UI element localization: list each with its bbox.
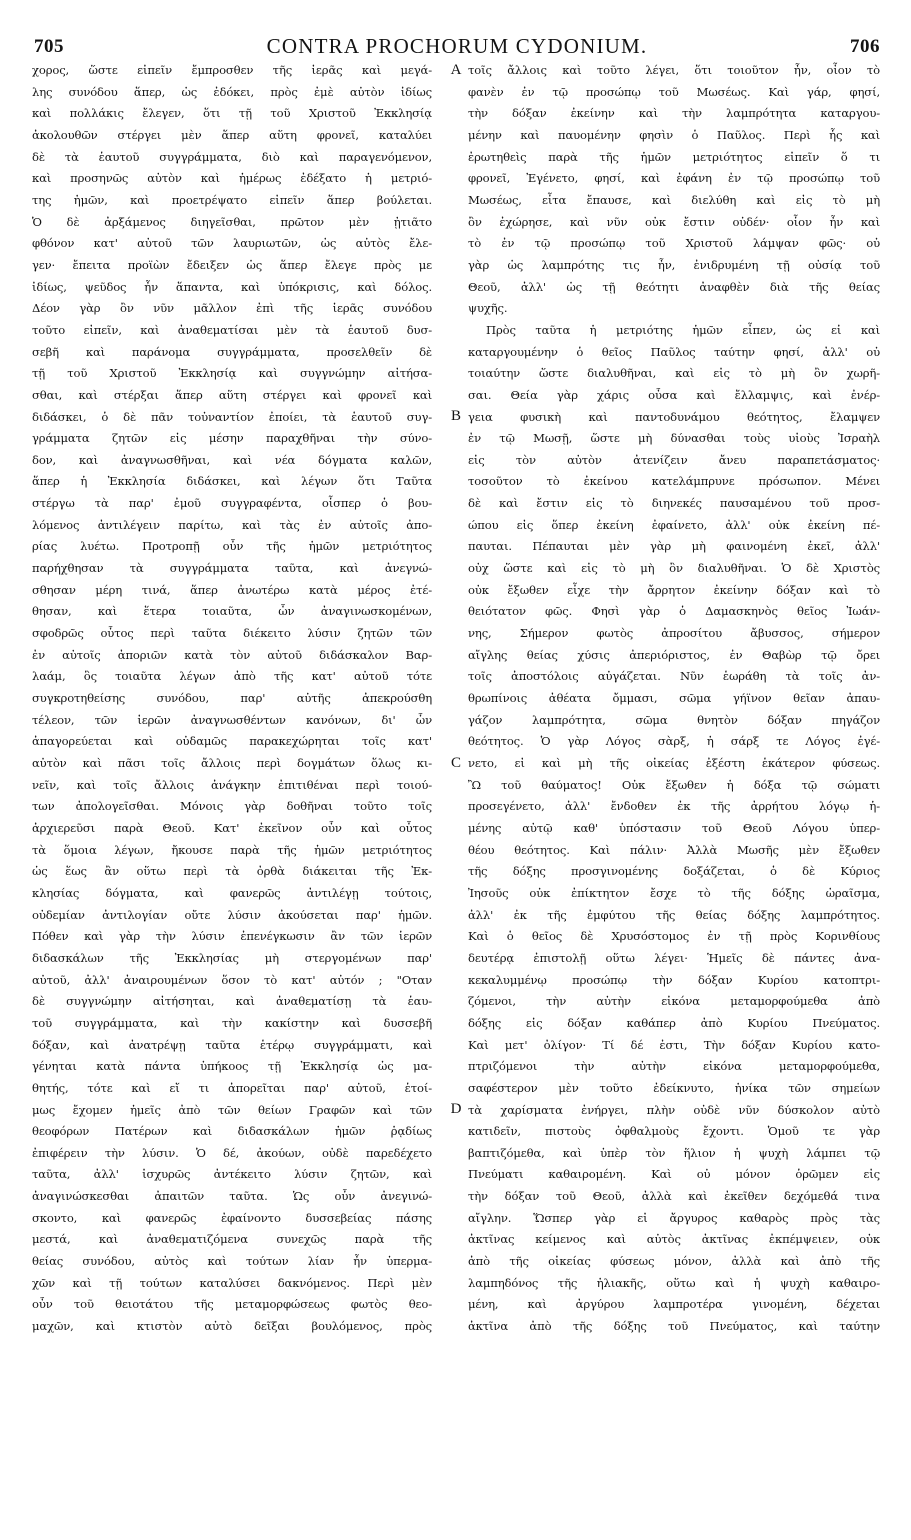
text-line: διδασκάλων τῆς Ἐκκλησίας μὴ στεργομένων παρ'	[32, 950, 432, 965]
text-line: τὴν δόξαν ἐκείνην καὶ τὴν λαμπρότητα καταργου-	[468, 106, 880, 121]
text-line: μεστά, καὶ ἀναθεματιζόμενα συνεχῶς παρὰ τῆς	[32, 1232, 432, 1247]
text-line: τοῖς ἀποστόλοις αὐγάζεται. Νῦν ἑωράθη τὰ τοῖς ἀν-	[468, 669, 880, 684]
running-header	[34, 34, 880, 58]
page-number-right: 706	[850, 36, 880, 57]
text-line: μένην καὶ παυομένην φησὶν ὁ Παῦλος. Περὶ ἧς καὶ	[468, 127, 880, 142]
text-line: ἀπὸ τῆς οἰκείας φύσεως μόνον, ἀλλὰ καὶ ἀπὸ τῆς	[468, 1254, 880, 1269]
text-line: σθησαν μέρη τινά, ἅπερ ἀνωτέρω κατὰ μέρος ἐτέ-	[32, 582, 432, 597]
text-line: καὶ προσηνῶς αὐτὸν καὶ ἡμέρως ἐδέξατο ἡ μετριό-	[32, 171, 432, 186]
page-number-left: 705	[34, 36, 64, 57]
text-line: κλησίας δόγματα, καὶ φανερῶς ἀντιλέγῃ τούτοις,	[32, 885, 432, 900]
text-line: τοῖς ἄλλοις καὶ τοῦτο λέγει, ὅτι τοιοῦτον ἦν, οἷον τὸ	[468, 63, 880, 77]
text-line: αὐτοῦ, ἀλλ' ἀναιρουμένων ὅσον τὸ κατ' αὐτόν ; "Οταν	[32, 972, 432, 987]
text-line: ζόμενοι, τὴν αὐτὴν εἰκόνα μεταμορφούμεθα ἀπὸ	[468, 994, 880, 1009]
text-line: χορος, ὥστε εἰπεῖν ἔμπροσθεν τῆς ἱερᾶς καὶ μεγά-	[32, 63, 432, 77]
text-line: ὡς ἕως ἂν οὕτω περὶ τὰ ὀρθὰ διάκειται τῆς Ἐκ-	[32, 864, 432, 879]
text-line: τὸ ἐν τῷ προσώπῳ τοῦ Χριστοῦ λάμψαν φῶς· οὐ	[468, 236, 880, 251]
text-line: γάζον λαμπρότητα, σῶμα θνητὸν δόξαν πηγάζον	[468, 712, 880, 727]
text-line: της ἡμῶν, καὶ προετρέψατο εἰπεῖν ἅπερ βούλεται.	[32, 192, 432, 207]
right-column	[468, 60, 880, 1520]
text-line: ἰδίως, ψεῦδος ἦν ἅπαντα, καὶ ὑπόκρισις, καὶ δόλος.	[32, 279, 432, 294]
text-line: ώπου εἰς ὅπερ ἐκείνη ἐφαίνετο, ἀλλ' οὐκ ἐκείνη πέ-	[468, 517, 880, 532]
text-line: τῇ τοῦ Χριστοῦ Ἐκκλησίᾳ καὶ συγγνώμην αἰτήσα-	[32, 366, 432, 381]
text-line: δόξης εἰς δόξαν καθάπερ ἀπὸ Κυρίου Πνεύματος.	[468, 1015, 880, 1030]
text-line: οὐκ ἔξωθεν εἶχε τὴν ἄρρητον ἐκείνην δόξαν καὶ τὸ	[468, 582, 880, 597]
text-line: Ἰησοῦς οὐκ ἐπίκτητον ἔσχε τὸ τῆς δόξης ὡραῖσμα,	[468, 885, 880, 900]
text-line: οὖν τοῦ θειοτάτου τῆς μεταμορφώσεως φωτὸς θεο-	[32, 1297, 432, 1312]
text-line: γένηται κατὰ πάντα ὑπήκοος τῇ Ἐκκλησίᾳ ὡς μα-	[32, 1059, 432, 1074]
text-line: ἀπαγορεύεται καὶ οὐδαμῶς παρακεχώρηται τοῖς κατ'	[32, 734, 432, 749]
text-line: βαπτιζόμεθα, καὶ ὑπὲρ τὸν ἥλιον ἡ ψυχὴ λάμπει τῷ	[468, 1145, 880, 1160]
text-line: Καὶ μετ' ὀλίγον· Τί δέ ἐστι, Τὴν δόξαν Κυρίου κατο-	[468, 1037, 880, 1052]
text-line: παυται. Πέπαυται μὲν γὰρ μὴ φαινομένη ἐκεῖ, ἀλλ'	[468, 539, 880, 554]
text-line: αὐτὸν καὶ πᾶσι τοῖς ἄλλοις περὶ δογμάτων ὅλως κι-	[32, 756, 432, 770]
running-title: CONTRA PROCHORUM CYDONIUM.	[266, 34, 648, 58]
text-line: τὴν δόξαν τοῦ Θεοῦ, ἀλλὰ καὶ ἐκεῖθεν δεχόμεθά τινα	[468, 1189, 880, 1204]
text-line: ἐρωτηθεὶς παρὰ τῆς ἡμῶν μετριότητος εἰπεῖν ὅ τι	[468, 149, 880, 164]
text-line: θείας συνόδου, αὐτὸς καὶ τούτων λίαν ἦν ὑπερμα-	[32, 1254, 432, 1269]
text-line: ἀρχιερεῦσι παρὰ Θεοῦ. Κατ' ἐκεῖνον οὖν καὶ οὗτος	[32, 820, 432, 835]
text-line: φθόνον κατ' αὐτοῦ τῶν λαυριωτῶν, ὡς αὐτὸς ἔλε-	[32, 236, 432, 251]
text-line: οὐχ ὥστε καὶ εἰς τὸ μὴ ὂν διαλυθῆναι. Ὁ δὲ Χριστὸς	[468, 561, 880, 576]
text-line: εἰς τὸν αὐτὸν ἀτενίζειν ἄνευ παραπετάσματος·	[468, 452, 880, 467]
text-line: νεῖν, καὶ τοῖς ἄλλοις ἀνάγκην ἐπιτιθέναι περὶ τοιού-	[32, 777, 432, 792]
text-line: λαμπηδόνος τῆς ἡλιακῆς, οὕτω καὶ ἡ ψυχὴ καθαιρο-	[468, 1275, 880, 1290]
text-line: γὰρ ὡς λαμπρότης τις ἦν, ἐνιδρυμένη τῇ οὐσίᾳ τοῦ	[468, 257, 880, 272]
text-line: σκοντο, καὶ φανερῶς ἐφαίνοντο δυσσεβείας πάσης	[32, 1210, 432, 1225]
text-line: θέου θεότητος. Καὶ πάλιν· Ἀλλὰ Μωσῆς μὲν ἔξωθεν	[468, 842, 880, 857]
text-line: δευτέρᾳ ἐπιστολῇ οὕτω λέγει· Ἡμεῖς δὲ πάντες ἀνα-	[468, 950, 880, 965]
text-line: καὶ πολλάκις ἔλεγεν, ὅτι τῇ τοῦ Χριστοῦ Ἐκκλησίᾳ	[32, 106, 432, 121]
text-line: αἴγλης θείας χύσις ἀπεριόριστος, ἐν Θαβὼρ τῷ ὄρει	[468, 647, 880, 662]
text-line: Καὶ ὁ θεῖος δὲ Χρυσόστομος ἐν τῇ πρὸς Κορινθίους	[468, 929, 880, 944]
text-line: ταῦτα, ἀλλ' ἰσχυρῶς ἀντέκειτο λύσιν ζητῶν, καὶ	[32, 1167, 432, 1182]
text-line: ἀκτῖνας κείμενος καὶ αὐτὸς ἀκτῖνας ἐκπέμψειεν, οὐκ	[468, 1232, 880, 1247]
text-line: τοῦ συγγράμματα, καὶ τὴν κακίστην καὶ δυσσεβῆ	[32, 1015, 432, 1030]
text-line: ρίας λυέτω. Προτροπῇ οὖν τῆς ἡμῶν μετριότητος	[32, 539, 432, 554]
text-line: τῆς δόξης προσγινομένης δοξάζεται, ὁ δὲ Κύριος	[468, 864, 880, 879]
text-line: τοῦτο εἰπεῖν, καὶ ἀναθεματίσαι μὲν τὰ ἑαυτοῦ δυσ-	[32, 322, 432, 337]
margin-marker-a: A	[450, 62, 462, 78]
text-line: φανὲν ἐν τῷ προσώπῳ τοῦ Μωσέως. Καὶ γάρ, φησί,	[468, 84, 880, 99]
text-line: καταργουμένην ὁ θεῖος Παῦλος ταύτην φησί, ἀλλ' οὐ	[468, 344, 880, 359]
text-line: Ὁ δὲ ἀρξάμενος διηγεῖσθαι, πρῶτον μὲν ᾐτιᾶτο	[32, 214, 432, 229]
text-line: στέργω τὰ παρ' ἐμοῦ συγγραφέντα, οἷσπερ ὁ βου-	[32, 496, 432, 511]
text-line: θεότητος. Ὁ γὰρ Λόγος σὰρξ, ἡ σάρξ τε Λόγος ἐγέ-	[468, 734, 880, 749]
text-line: κεκαλυμμένῳ προσώπῳ τὴν δόξαν Κυρίου κατοπτρι-	[468, 972, 880, 987]
text-line: μως ἔχομεν ἡμεῖς ἀπὸ τῶν θείων Γραφῶν καὶ τῶν	[32, 1102, 432, 1117]
text-line: δὲ καὶ ἔστιν εἰς τὸ διηνεκές παυσαμένου τοῦ προσ-	[468, 496, 880, 511]
text-line: συγκροτηθείσης συνόδου, παρ' αὐτῆς ἀπεκρούσθη	[32, 691, 432, 706]
text-line: Πρὸς ταῦτα ἡ μετριότης ἡμῶν εἶπεν, ὡς εἰ καὶ	[486, 322, 880, 337]
text-line: δὲ συγγνώμην αἰτήσηται, καὶ ἀναθεματίσῃ τὰ ἑαυ-	[32, 994, 432, 1009]
text-line: οὐδεμίαν ἀντιλογίαν οὔτε λύσιν ἀκούσεται παρ' ἡμῶν.	[32, 907, 432, 922]
text-line: λαάμ, ὃς τοιαῦτα λέγων ἀπὸ τῆς κατ' αὐτοῦ τότε	[32, 669, 432, 684]
text-line: θρωπίνοις ἀθέατα ὄμμασι, σῶμα γήϊνον θεῖαν ἀπαυ-	[468, 691, 880, 706]
text-line: Θεοῦ, ἀλλ' ὡς τῇ θεότητι ἀναφθὲν διὰ τῆς θείας	[468, 279, 880, 294]
text-line: Ὢ τοῦ θαύματος! Οὐκ ἔξωθεν ἡ δόξα τῷ σώματι	[468, 777, 880, 792]
text-line: ἀλλ' ἐκ τῆς ἐμφύτου τῆς θείας δόξης λαμπρότητος.	[468, 907, 880, 922]
text-line: θητής, τότε καὶ εἴ τι ἀπορεῖται παρ' αὐτοῦ, ἑτοί-	[32, 1080, 432, 1095]
text-line: λης συνόδου ἅπερ, ὡς ἐδόκει, πρὸς ἐμὲ αὐτὸν ἰδίως	[32, 84, 432, 99]
text-line: γεν· ἔπειτα προϊὼν ἔδειξεν ὡς ἅπερ ἔλεγε πρὸς με	[32, 257, 432, 272]
text-line: μένη, καὶ ἀργύρου λαμπροτέρα γινομένη, δέχεται	[468, 1297, 880, 1312]
text-line: Πνεύματι καθαιρομένη. Καὶ οὐ μόνον ὁρῶμεν εἰς	[468, 1167, 880, 1182]
text-line: πτριζόμενοι τὴν αὐτὴν εἰκόνα μεταμορφούμεθα,	[468, 1059, 880, 1074]
margin-marker-d: D	[450, 1101, 462, 1117]
text-line: σφοδρῶς οὗτος περὶ ταῦτα διέκειτο λύσιν ζητῶν τῶν	[32, 626, 432, 641]
text-line: θησαν, καὶ ἕτερα τοιαῦτα, ὧν ἀναγινωσκομένων,	[32, 604, 432, 619]
text-line: ἐπιφέρειν τὴν λύσιν. Ὁ δέ, ἀκούων, οὐδὲ παρεδέχετο	[32, 1145, 432, 1160]
text-line: Πόθεν καὶ γὰρ τὴν λύσιν ἐπενέγκωσιν ἂν τῶν ἱερῶν	[32, 929, 432, 944]
text-line: ἐν τῷ Μωσῇ, ὥστε μὴ δύνασθαι τοὺς υἱοὺς Ἰσραὴλ	[468, 431, 880, 446]
text-line: Δέον γὰρ ὂν νῦν μᾶλλον ἐπὶ τῆς ἱερᾶς συνόδου	[32, 301, 432, 316]
text-line: τέλεον, τῶν ἱερῶν ἀναγνωσθέντων κανόνων, δι' ὧν	[32, 712, 432, 727]
text-line: δόξαν, καὶ ἀνατρέψῃ ταῦτα ἑτέρῳ συγγράμματι, καὶ	[32, 1037, 432, 1052]
text-line: μένης αὐτῷ καθ' ὑπόστασιν τοῦ Θεοῦ Λόγου ὑπερ-	[468, 820, 880, 835]
text-line: τοσοῦτον τὸ ἐκείνου κατελάμπρυνε πρόσωπον. Μένει	[468, 474, 880, 489]
margin-marker-c: C	[450, 755, 461, 771]
text-line: μαχῶν, καὶ κτιστὸν αὐτὸ δεῖξαι βουλόμενος, πρὸς	[32, 1319, 432, 1334]
text-line: αἴγλην. Ὥσπερ γὰρ εἰ ἄργυρος καθαρὸς πρὸς τὰς	[468, 1210, 880, 1225]
text-line: νης, Σήμερον φωτὸς ἀπροσίτου ἄβυσσος, σήμερον	[468, 626, 880, 641]
text-line: των ἀπολογεῖσθαι. Μόνοις γὰρ δοθῆναι τοῦτο τοῖς	[32, 799, 432, 814]
text-line: γεια φυσικὴ καὶ παντοδυνάμου θεότητος, ἔλαμψεν	[468, 409, 880, 424]
text-line: κατιδεῖν, πιστοὺς ὀφθαλμοὺς ἔχοντι. Ὁμοῦ τε γὰρ	[468, 1124, 880, 1139]
text-line: φρονεῖ, Ἐγένετο, φησί, καὶ ἐφάνη ἐν τῷ προσώπῳ τοῦ	[468, 171, 880, 186]
text-line: δὲ τὰ ἑαυτοῦ συγγράμματα, διὸ καὶ παραγενόμενον,	[32, 149, 432, 164]
text-line: ἀναγινώσκεσθαι ἀπαιτῶν ταῦτα. Ὡς οὖν ἀνεγινώ-	[32, 1189, 432, 1204]
text-line: σθαι, καὶ στέρξαι ἅπερ αὕτη στέργει καὶ φρονεῖ καὶ	[32, 387, 432, 402]
text-line: ἐν αὐτοῖς ἀποριῶν κατὰ τὸν αὐτοῦ διδάσκαλον Βαρ-	[32, 647, 432, 662]
text-line: προσεγένετο, ἀλλ' ἔνδοθεν ἐκ τῆς ἀρρήτου λόγῳ ἡ-	[468, 799, 880, 814]
text-line: γράμματα ζητῶν εἰς μέσην παραχθῆναι τὴν σύνο-	[32, 431, 432, 446]
text-line: λόμενος ἀντιλέγειν παρίτω, καὶ τὰς ἐν αὐτοῖς ἀπο-	[32, 517, 432, 532]
text-line: τὰ ὅμοια λέγων, ἤκουσε παρὰ τῆς ἡμῶν μετριότητος	[32, 842, 432, 857]
text-line: δον, καὶ ἀναγνωσθῆναι, καὶ νέα δόγματα καλῶν,	[32, 452, 432, 467]
text-line: ἀκτῖνα ἀπὸ τῆς δόξης τοῦ Πνεύματος, καὶ ταύτην	[468, 1319, 880, 1334]
text-line: σεβῆ καὶ παράνομα συγγράμματα, προσελθεῖν δὲ	[32, 344, 432, 359]
text-line: χῶν καὶ τῇ τούτων καταλύσει δακνόμενος. Περὶ μὲν	[32, 1275, 432, 1290]
text-line: ἅπερ ἡ Ἐκκλησία διδάσκει, καὶ λέγων ὅτι Ταῦτα	[32, 474, 432, 489]
text-line: νετο, εἰ καὶ μὴ τῆς οἰκείας ἐξέστη ἑκάτερον φύσεως.	[468, 756, 880, 770]
left-column	[32, 60, 432, 1520]
text-line: τοιαύτην ὥστε διαλυθῆναι, καὶ εἰς τὸ μὴ ὂν χωρῆ-	[468, 366, 880, 381]
text-line: παρήχθησαν τὰ συγγράμματα ταῦτα, καὶ ἀνεγνώ-	[32, 561, 432, 576]
text-line: τὰ χαρίσματα ἐνήργει, πλὴν οὐδὲ νῦν δύσκολον αὐτὸ	[468, 1102, 880, 1117]
text-line: θειότατον φῶς. Φησὶ γὰρ ὁ Δαμασκηνὸς θεῖος Ἰωάν-	[468, 604, 880, 619]
text-line: ψυχῆς.	[468, 301, 508, 316]
text-line: σαι. Θεία γὰρ χάρις οὖσα καὶ ἔλλαμψις, καὶ ἐνέρ-	[468, 387, 880, 402]
text-line: διδάσκει, ὁ δὲ πᾶν τοὐναντίον ἐποίει, τὰ ἑαυτοῦ συγ-	[32, 409, 432, 424]
text-line: ὂν ἐχώρησε, καὶ νῦν οὐκ ἔστιν οὐδέν· οἷον ἦν καὶ	[468, 214, 880, 229]
text-line: ἀκολουθῶν στέργει μὲν ἅπερ αὕτη φρονεῖ, καταλύει	[32, 127, 432, 142]
text-line: σαφέστερον μὲν τοῦτο ἐδείκνυτο, ἡνίκα τῶν σημείων	[468, 1080, 880, 1095]
text-line: θεοφόρων Πατέρων καὶ διδασκάλων ἡμῶν ῥᾳδίως	[32, 1124, 432, 1139]
text-line: Μωσέως, εἶτα ἔπαυσε, καὶ διελύθη καὶ εἰς τὸ μὴ	[468, 192, 880, 207]
margin-marker-b: B	[450, 408, 461, 424]
